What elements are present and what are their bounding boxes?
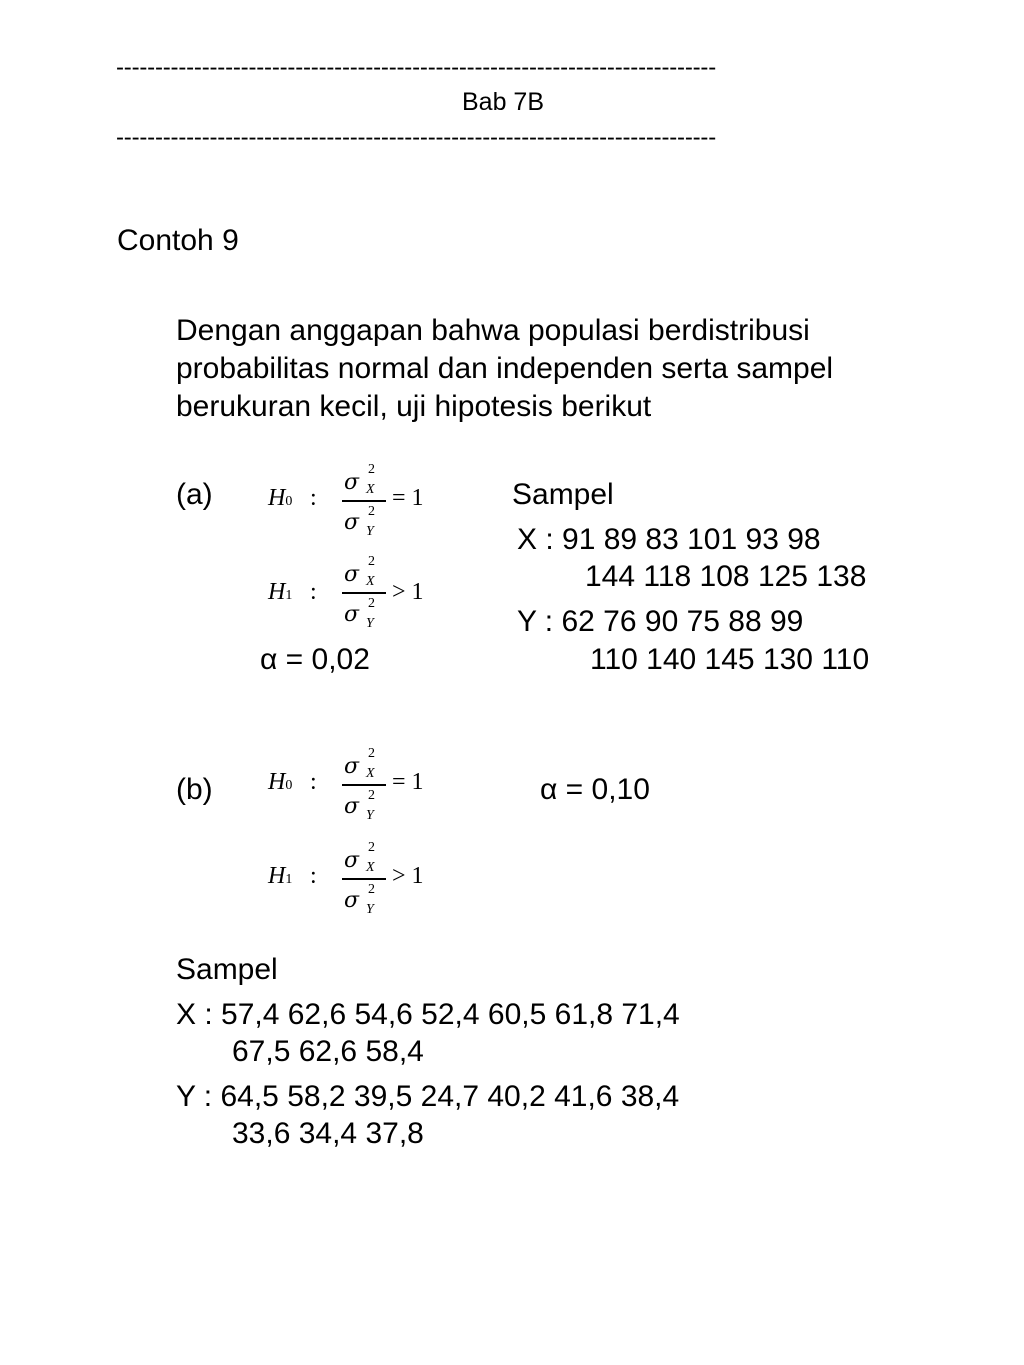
sub-x: X — [366, 482, 375, 497]
part-a-h1-hypothesis — [260, 550, 440, 630]
part-b-sample-x-line1: X : 57,4 62,6 54,6 52,4 60,5 61,8 71,4 — [176, 998, 680, 1031]
fraction-bar — [342, 878, 386, 880]
sub-x: X — [366, 860, 375, 875]
intro-line-1: Dengan anggapan bahwa populasi berdistribusi — [176, 314, 810, 347]
sup-2: 2 — [368, 554, 375, 569]
h1-colon: : — [310, 579, 317, 605]
fraction-bar — [342, 784, 386, 786]
sigma-x-numerator: σ — [344, 562, 360, 587]
intro-paragraph — [176, 312, 833, 426]
sup-2: 2 — [368, 882, 375, 897]
h1-relation: > 1 — [392, 579, 424, 605]
part-a-sample-x-line2: 144 118 108 125 138 — [585, 560, 867, 593]
h0-relation: = 1 — [392, 769, 424, 795]
part-b-h1-hypothesis — [260, 838, 440, 918]
h1-symbol: H1 — [268, 863, 293, 889]
sup-2: 2 — [368, 746, 375, 761]
sigma-y-denominator: σ — [344, 602, 360, 627]
fraction-bar — [342, 592, 386, 594]
sub-x: X — [366, 766, 375, 781]
part-a-alpha: α = 0,02 — [260, 643, 370, 676]
part-a-sample-title: Sampel — [512, 478, 614, 511]
sub-y: Y — [366, 524, 374, 539]
h0-relation: = 1 — [392, 485, 424, 511]
sub-y: Y — [366, 808, 374, 823]
sup-2: 2 — [368, 462, 375, 477]
part-b-label: (b) — [176, 773, 213, 806]
sup-2: 2 — [368, 596, 375, 611]
sigma-x-numerator: σ — [344, 848, 360, 873]
part-a-sample-x-line1: X : 91 89 83 101 93 98 — [517, 523, 821, 556]
example-heading: Contoh 9 — [117, 224, 239, 257]
sub-y: Y — [366, 616, 374, 631]
h1-symbol: H1 — [268, 579, 293, 605]
part-b-sample-y-line2: 33,6 34,4 37,8 — [232, 1117, 424, 1150]
sup-2: 2 — [368, 504, 375, 519]
part-b-sample-title: Sampel — [176, 953, 278, 986]
part-a-label: (a) — [176, 478, 213, 511]
sup-2: 2 — [368, 840, 375, 855]
page-header-title: Bab 7B — [462, 88, 545, 116]
sigma-x-numerator: σ — [344, 754, 360, 779]
intro-line-3: berukuran kecil, uji hipotesis berikut — [176, 390, 652, 423]
sigma-y-denominator: σ — [344, 888, 360, 913]
header-rule-top: ----------------------------------------------------------------------------- — [116, 54, 716, 81]
h0-symbol: H0 — [268, 769, 293, 795]
h1-relation: > 1 — [392, 863, 424, 889]
part-b-sample-x-line2: 67,5 62,6 58,4 — [232, 1035, 424, 1068]
part-a-sample-y-line1: Y : 62 76 90 75 88 99 — [517, 605, 804, 638]
fraction-bar — [342, 500, 386, 502]
intro-line-2: probabilitas normal dan independen serta sampel — [176, 352, 834, 385]
sigma-x-numerator: σ — [344, 470, 360, 495]
sigma-y-denominator: σ — [344, 794, 360, 819]
header-rule-bottom: ----------------------------------------------------------------------------- — [116, 124, 716, 151]
h0-symbol: H0 — [268, 485, 293, 511]
part-a-h0-hypothesis — [260, 460, 440, 540]
part-b-alpha: α = 0,10 — [540, 773, 650, 806]
h0-colon: : — [310, 485, 317, 511]
sub-x: X — [366, 574, 375, 589]
h1-colon: : — [310, 863, 317, 889]
sub-y: Y — [366, 902, 374, 917]
sigma-y-denominator: σ — [344, 510, 360, 535]
part-b-sample-y-line1: Y : 64,5 58,2 39,5 24,7 40,2 41,6 38,4 — [176, 1080, 680, 1113]
part-a-sample-y-line2: 110 140 145 130 110 — [590, 643, 870, 676]
sup-2: 2 — [368, 788, 375, 803]
part-b-h0-hypothesis — [260, 742, 440, 822]
h0-colon: : — [310, 769, 317, 795]
